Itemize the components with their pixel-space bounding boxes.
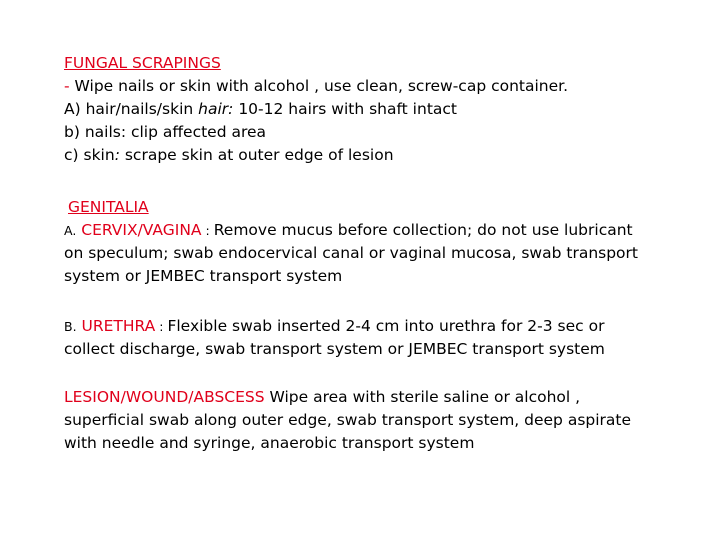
urethra-line-1-text: Flexible swab inserted 2-4 cm into urethra for 2-3 sec or xyxy=(167,317,605,335)
cervix-line-1 xyxy=(64,219,704,242)
fungal-line-4-italic: : xyxy=(114,146,120,164)
cervix-letter: A. xyxy=(64,223,77,238)
lesion-line-1-text: Wipe area with sterile saline or alcohol , xyxy=(264,388,581,406)
lesion-line-2: superficial swab along outer edge, swab transport system, deep aspirate xyxy=(64,411,632,429)
lesion-section xyxy=(64,386,704,455)
cervix-line-1-text: Remove mucus before collection; do not use lubricant xyxy=(213,221,633,239)
fungal-scrapings-heading: FUNGAL SCRAPINGS xyxy=(64,54,221,72)
fungal-line-4 xyxy=(64,144,704,167)
fungal-line-2-prefix: A) hair/nails/skin xyxy=(64,100,199,118)
urethra-section xyxy=(64,315,704,361)
fungal-scrapings-section xyxy=(64,52,704,167)
lesion-title: LESION/WOUND/ABSCESS xyxy=(64,388,265,406)
fungal-line-2-text: 10-12 hairs with shaft intact xyxy=(233,100,457,118)
urethra-colon: : xyxy=(155,319,168,334)
fungal-dash: - xyxy=(64,77,70,95)
fungal-line-2-italic: hair: xyxy=(198,100,234,118)
fungal-line-4-text: scrape skin at outer edge of lesion xyxy=(119,146,394,164)
fungal-line-1 xyxy=(64,75,704,98)
fungal-line-3: b) nails: clip affected area xyxy=(64,123,267,141)
cervix-title: CERVIX/VAGINA xyxy=(81,221,202,239)
fungal-line-2 xyxy=(64,98,704,121)
lesion-line-1 xyxy=(64,386,704,409)
lesion-line-3: with needle and syringe, anaerobic transport system xyxy=(64,434,475,452)
cervix-line-3: system or JEMBEC transport system xyxy=(64,267,343,285)
fungal-line-4-prefix: c) skin xyxy=(64,146,115,164)
urethra-letter: B. xyxy=(64,319,77,334)
cervix-line-2: on speculum; swab endocervical canal or vaginal mucosa, swab transport xyxy=(64,244,638,262)
urethra-line-2: collect discharge, swab transport system or JEMBEC transport system xyxy=(64,340,605,358)
fungal-line-1-text: Wipe nails or skin with alcohol , use clean, screw-cap container. xyxy=(69,77,569,95)
genitalia-section xyxy=(64,196,704,288)
urethra-title: URETHRA xyxy=(81,317,156,335)
genitalia-heading: GENITALIA xyxy=(68,198,149,216)
urethra-line-1 xyxy=(64,315,704,338)
cervix-colon: : xyxy=(201,223,214,238)
